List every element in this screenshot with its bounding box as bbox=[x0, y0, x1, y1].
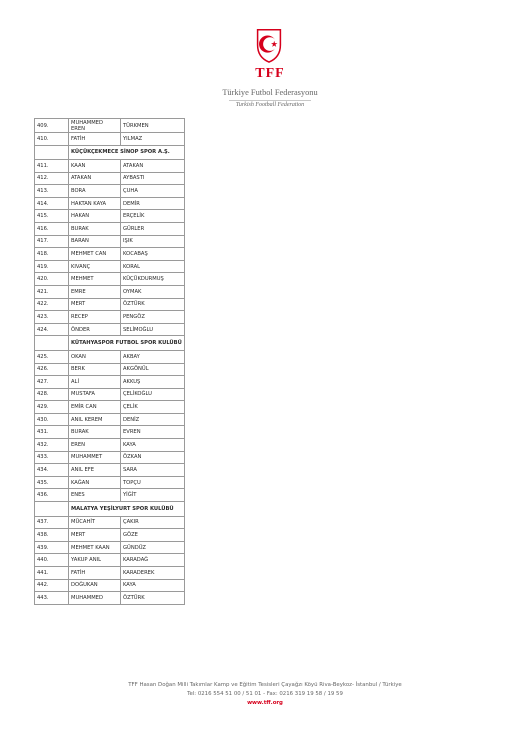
player-last-name: SELİMOĞLU bbox=[121, 323, 185, 336]
player-first-name: FATİH bbox=[69, 133, 121, 146]
player-number: 440. bbox=[35, 554, 69, 567]
player-first-name: ANIL KEREM bbox=[69, 413, 121, 426]
player-last-name: EVREN bbox=[121, 426, 185, 439]
player-number: 426. bbox=[35, 363, 69, 376]
player-row bbox=[35, 566, 185, 579]
player-number: 442. bbox=[35, 579, 69, 592]
player-row bbox=[35, 298, 185, 311]
player-number: 437. bbox=[35, 516, 69, 529]
player-last-name: YILMAZ bbox=[121, 133, 185, 146]
player-first-name: ALİ bbox=[69, 376, 121, 389]
player-row bbox=[35, 248, 185, 261]
player-first-name: EMİR CAN bbox=[69, 401, 121, 414]
header-divider bbox=[229, 100, 311, 101]
player-number: 412. bbox=[35, 172, 69, 185]
player-last-name: ÇELİK bbox=[121, 401, 185, 414]
player-row bbox=[35, 350, 185, 363]
player-first-name: ÖNDER bbox=[69, 323, 121, 336]
player-last-name: GÜRLER bbox=[121, 223, 185, 236]
club-name: MALATYA YEŞİLYURT SPOR KULÜBÜ bbox=[69, 502, 185, 517]
player-row bbox=[35, 541, 185, 554]
player-row bbox=[35, 286, 185, 299]
player-first-name: MEHMET bbox=[69, 273, 121, 286]
player-row bbox=[35, 376, 185, 389]
player-row bbox=[35, 235, 185, 248]
player-number: 443. bbox=[35, 592, 69, 605]
player-last-name: AYBASTI bbox=[121, 172, 185, 185]
player-row bbox=[35, 388, 185, 401]
player-last-name: ÇUHA bbox=[121, 185, 185, 198]
player-row bbox=[35, 476, 185, 489]
player-first-name: FATİH bbox=[69, 566, 121, 579]
player-first-name: RECEP bbox=[69, 311, 121, 324]
footer-website[interactable]: www.tff.org bbox=[247, 700, 283, 706]
club-name: KÜÇÜKÇEKMECE SİNOP SPOR A.Ş. bbox=[69, 145, 185, 160]
player-last-name: AKGÖNÜL bbox=[121, 363, 185, 376]
club-name: KÜTAHYASPOR FUTBOL SPOR KULÜBÜ bbox=[69, 336, 185, 351]
player-last-name: ÖZKAN bbox=[121, 451, 185, 464]
player-number: 420. bbox=[35, 273, 69, 286]
player-number: 438. bbox=[35, 529, 69, 542]
player-number: 414. bbox=[35, 197, 69, 210]
player-last-name: KAYA bbox=[121, 439, 185, 452]
player-number: 427. bbox=[35, 376, 69, 389]
player-row bbox=[35, 592, 185, 605]
player-first-name: KAAN bbox=[69, 160, 121, 173]
footer-address: TFF Hasan Doğan Milli Takımlar Kamp ve Eğitim Tesisleri Çayağzı Köyü Riva-Beykoz- İstanbul / Türkiye bbox=[128, 682, 402, 688]
player-number: 439. bbox=[35, 541, 69, 554]
player-number: 430. bbox=[35, 413, 69, 426]
player-last-name: TOPÇU bbox=[121, 476, 185, 489]
player-row bbox=[35, 172, 185, 185]
player-number: 410. bbox=[35, 133, 69, 146]
player-first-name: ENES bbox=[69, 489, 121, 502]
player-first-name: MEHMET CAN bbox=[69, 248, 121, 261]
player-last-name: ÖZTÜRK bbox=[121, 298, 185, 311]
player-last-name: KAYA bbox=[121, 579, 185, 592]
club-number-cell bbox=[35, 336, 69, 351]
club-number-cell bbox=[35, 145, 69, 160]
player-last-name: GÖZE bbox=[121, 529, 185, 542]
player-number: 432. bbox=[35, 439, 69, 452]
player-row bbox=[35, 451, 185, 464]
footer-phone: Tel: 0216 554 51 00 / 51 01 - Fax: 0216 319 19 58 / 19 59 bbox=[187, 691, 343, 697]
player-number: 436. bbox=[35, 489, 69, 502]
player-number: 418. bbox=[35, 248, 69, 261]
player-first-name: MUHAMMED bbox=[69, 592, 121, 605]
player-last-name: TÜRKMEN bbox=[121, 119, 185, 133]
player-first-name: MUSTAFA bbox=[69, 388, 121, 401]
player-row bbox=[35, 401, 185, 414]
player-number: 428. bbox=[35, 388, 69, 401]
player-last-name: AKBAY bbox=[121, 350, 185, 363]
player-last-name: DEMİR bbox=[121, 197, 185, 210]
player-first-name: MERT bbox=[69, 298, 121, 311]
player-first-name: MÜCAHİT bbox=[69, 516, 121, 529]
player-number: 431. bbox=[35, 426, 69, 439]
player-first-name: BORA bbox=[69, 185, 121, 198]
player-row bbox=[35, 197, 185, 210]
player-number: 421. bbox=[35, 286, 69, 299]
player-first-name: ATAKAN bbox=[69, 172, 121, 185]
player-row bbox=[35, 529, 185, 542]
club-header-row bbox=[35, 502, 185, 517]
player-first-name: ANIL EFE bbox=[69, 464, 121, 477]
player-last-name: DENİZ bbox=[121, 413, 185, 426]
player-last-name: PENGÖZ bbox=[121, 311, 185, 324]
player-last-name: AKKUŞ bbox=[121, 376, 185, 389]
player-last-name: KOCABAŞ bbox=[121, 248, 185, 261]
player-first-name: KAĞAN bbox=[69, 476, 121, 489]
player-first-name: BERK bbox=[69, 363, 121, 376]
player-row bbox=[35, 185, 185, 198]
player-last-name: ÇELİKOĞLU bbox=[121, 388, 185, 401]
player-row bbox=[35, 160, 185, 173]
player-first-name: HAKAN bbox=[69, 210, 121, 223]
club-header-row bbox=[35, 336, 185, 351]
player-row bbox=[35, 516, 185, 529]
player-last-name: SARA bbox=[121, 464, 185, 477]
player-number: 424. bbox=[35, 323, 69, 336]
club-header-row bbox=[35, 145, 185, 160]
player-last-name: ATAKAN bbox=[121, 160, 185, 173]
player-row bbox=[35, 133, 185, 146]
player-number: 433. bbox=[35, 451, 69, 464]
player-first-name: EMRE bbox=[69, 286, 121, 299]
player-row bbox=[35, 311, 185, 324]
player-list-table bbox=[34, 118, 185, 605]
player-first-name: YAKUP ANIL bbox=[69, 554, 121, 567]
player-last-name: KÜÇÜKDURMUŞ bbox=[121, 273, 185, 286]
player-first-name: MUHAMMET bbox=[69, 451, 121, 464]
player-first-name: MERT bbox=[69, 529, 121, 542]
federation-name: Türkiye Futbol Federasyonu bbox=[222, 88, 318, 97]
player-last-name: OYMAK bbox=[121, 286, 185, 299]
player-number: 441. bbox=[35, 566, 69, 579]
player-last-name: ERÇELİK bbox=[121, 210, 185, 223]
player-first-name: BARAN bbox=[69, 235, 121, 248]
player-number: 425. bbox=[35, 350, 69, 363]
player-row bbox=[35, 554, 185, 567]
club-number-cell bbox=[35, 502, 69, 517]
player-number: 423. bbox=[35, 311, 69, 324]
player-last-name: KARADAĞ bbox=[121, 554, 185, 567]
player-row bbox=[35, 119, 185, 133]
player-number: 429. bbox=[35, 401, 69, 414]
player-row bbox=[35, 363, 185, 376]
player-number: 409. bbox=[35, 119, 69, 133]
tff-logo-text: TFF bbox=[255, 66, 285, 81]
tff-crest-logo bbox=[250, 26, 288, 64]
player-last-name: IŞIK bbox=[121, 235, 185, 248]
player-number: 415. bbox=[35, 210, 69, 223]
federation-name-english: Turkish Football Federation bbox=[235, 102, 305, 108]
player-row bbox=[35, 210, 185, 223]
player-first-name: MEHMET KAAN bbox=[69, 541, 121, 554]
player-first-name: DOĞUKAN bbox=[69, 579, 121, 592]
player-last-name: ÖZTÜRK bbox=[121, 592, 185, 605]
player-last-name: YİĞİT bbox=[121, 489, 185, 502]
player-number: 435. bbox=[35, 476, 69, 489]
player-first-name: BURAK bbox=[69, 223, 121, 236]
player-row bbox=[35, 426, 185, 439]
player-first-name: OKAN bbox=[69, 350, 121, 363]
player-number: 413. bbox=[35, 185, 69, 198]
player-number: 419. bbox=[35, 260, 69, 273]
player-row bbox=[35, 273, 185, 286]
player-last-name: KARADEREK bbox=[121, 566, 185, 579]
player-row bbox=[35, 439, 185, 452]
player-row bbox=[35, 323, 185, 336]
player-row bbox=[35, 260, 185, 273]
player-first-name: MUHAMMED EREN bbox=[69, 119, 121, 133]
player-first-name: HAKTAN KAYA bbox=[69, 197, 121, 210]
player-number: 434. bbox=[35, 464, 69, 477]
player-row bbox=[35, 489, 185, 502]
player-first-name: BURAK bbox=[69, 426, 121, 439]
player-number: 422. bbox=[35, 298, 69, 311]
player-first-name: KIVANÇ bbox=[69, 260, 121, 273]
player-number: 411. bbox=[35, 160, 69, 173]
player-last-name: ÇAKIR bbox=[121, 516, 185, 529]
player-row bbox=[35, 413, 185, 426]
player-row bbox=[35, 223, 185, 236]
player-first-name: EREN bbox=[69, 439, 121, 452]
player-number: 417. bbox=[35, 235, 69, 248]
player-last-name: KORAL bbox=[121, 260, 185, 273]
player-last-name: GÜNDÜZ bbox=[121, 541, 185, 554]
player-row bbox=[35, 579, 185, 592]
player-row bbox=[35, 464, 185, 477]
player-number: 416. bbox=[35, 223, 69, 236]
